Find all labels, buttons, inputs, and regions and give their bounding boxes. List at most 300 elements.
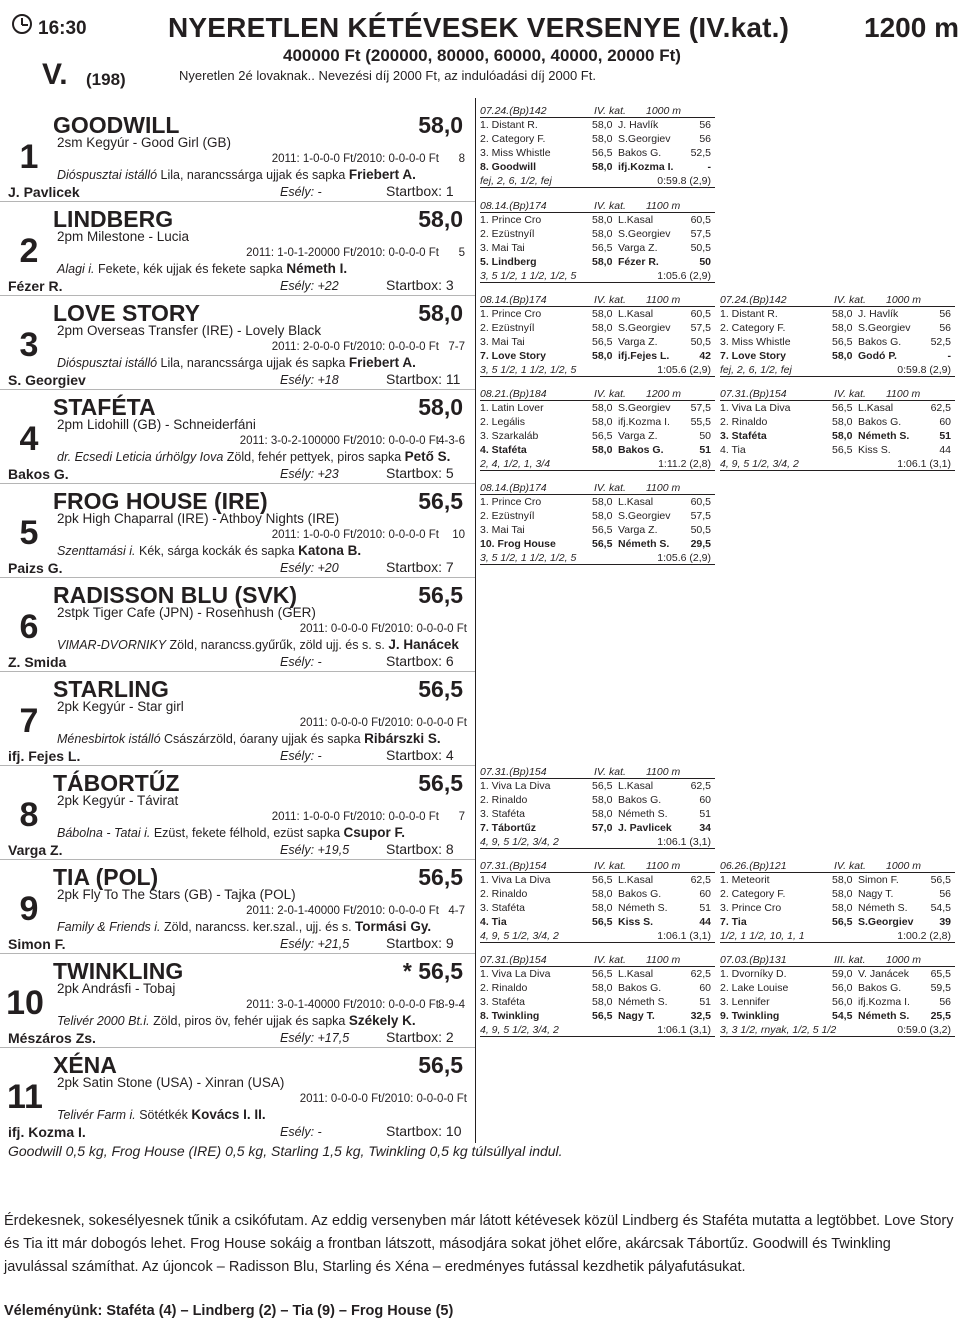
race-margins: 3, 5 1/2, 1 1/2, 1/2, 5 [480,552,577,564]
horse-chance: Esély: +22 [280,279,339,293]
past-race-footer [720,1023,955,1037]
result-jockey: Kiss S. [618,916,654,928]
result-weight: 59,0 [832,968,853,980]
horse-name: LOVE STORY [53,300,200,326]
horse-startbox: Startbox: 11 [386,371,461,387]
horse-startbox: Startbox: 3 [386,277,454,293]
result-jockey: Németh S. [618,808,668,820]
result-jockey: Németh S. [618,996,668,1008]
trainer-name: Ribárszki S. [364,731,441,746]
result-weight: 56,0 [832,982,853,994]
past-race-result [480,807,715,821]
horse-chance: Esély: - [280,655,322,669]
race-category: IV. kat. [594,860,626,872]
past-race-header [480,104,715,118]
result-jockey: J. Havlík [858,308,899,320]
horse-pedigree: 2pk Kegyúr - Star girl [57,699,184,714]
past-race-result [480,537,715,551]
result-weight: 58,0 [592,119,613,131]
result-weight: 56,5 [592,1010,613,1022]
past-race-footer [720,457,955,471]
result-jockey: Németh S. [618,902,668,914]
result-weight: 58,0 [832,874,853,886]
result-jockey: V. Janácek [858,968,909,980]
trainer-name: Székely K. [348,1013,416,1028]
race-margins: 4, 9, 5 1/2, 3/4, 2 [480,930,559,942]
result-rating: 60 [939,416,951,428]
past-race-box [480,859,715,943]
race-date: 08.14.(Bp)174 [480,294,547,306]
horse-entry [0,860,475,953]
result-weight: 56,5 [832,402,853,414]
result-weight: 58,0 [592,902,613,914]
race-length: 1000 m [886,860,922,872]
result-weight: 56,5 [832,336,853,348]
result-jockey: S.Georgiev [618,133,671,145]
race-time-result: 0:59.8 (2,9) [897,364,951,376]
owner-name: Szenttamási i. [57,544,136,558]
result-rating: 39 [939,916,951,928]
result-horse: 1. Viva La Diva [480,968,551,980]
result-weight: 58,0 [592,308,613,320]
result-rating: 60 [699,888,711,900]
result-rating: 56 [939,322,951,334]
result-jockey: Bakos G. [618,147,662,159]
trainer-name: Friebert A. [348,167,416,182]
result-jockey: Godó P. [858,350,897,362]
race-distance: 1200 m [864,12,959,43]
horse-weight: 58,0 [418,112,463,138]
result-jockey: Bakos G. [618,888,662,900]
past-race-result [720,887,955,901]
past-race-box [480,765,715,849]
result-rating: 54,5 [930,902,951,914]
race-title: NYERETLEN KÉTÉVESEK VERSENYE (IV.kat.) [168,12,790,43]
result-weight: 58,0 [592,982,613,994]
past-race-result [480,443,715,457]
horse-earnings: 2011: 0-0-0-0 Ft/2010: 0-0-0-0 Ft [299,717,467,729]
result-horse: 7. Tia [720,916,747,928]
result-weight: 58,0 [832,322,853,334]
race-length: 1100 m [646,482,681,494]
race-length: 1000 m [646,105,682,117]
result-horse: 7. Love Story [720,350,786,362]
owner-colors: Császárzöld, óarany ujjak és sapka [164,732,361,746]
race-time-result: 0:59.8 (2,9) [657,175,711,187]
horse-entry [0,578,475,671]
result-rating: 51 [699,902,711,914]
horse-startbox: Startbox: 4 [386,747,454,763]
past-race-result [720,995,955,1009]
race-margins: 4, 9, 5 1/2, 3/4, 2 [480,836,559,848]
result-jockey: Németh S. [858,430,910,442]
past-race-result [480,779,715,793]
past-race-header [480,481,715,495]
race-margins: fej, 2, 6, 1/2, fej [480,175,552,187]
past-race-box [720,953,955,1037]
owner-name: Alagi i. [57,262,95,276]
result-rating: 65,5 [930,968,951,980]
result-weight: 58,0 [832,888,853,900]
horse-entry [0,766,475,859]
result-horse: 3. Mai Tai [480,242,525,254]
past-race-box [480,387,715,471]
owner-name: Bábolna - Tatai i. [57,826,151,840]
result-horse: 2. Rinaldo [720,416,768,428]
race-time-result: 1:06.1 (3,1) [657,1024,711,1036]
result-weight: 57,0 [592,822,613,834]
past-race-result [720,401,955,415]
result-weight: 58,0 [592,402,613,414]
race-date: 07.03.(Bp)131 [720,954,787,966]
result-rating: 60,5 [690,308,711,320]
result-jockey: Varga Z. [618,242,658,254]
race-date: 08.14.(Bp)174 [480,482,547,494]
jockey-name: Mészáros Zs. [8,1030,96,1046]
result-rating: 51 [939,430,951,442]
horse-earnings: 2011: 0-0-0-0 Ft/2010: 0-0-0-0 Ft [299,1093,467,1105]
result-weight: 56,5 [592,524,613,536]
result-rating: 56,5 [930,874,951,886]
horse-owner [57,355,416,370]
past-race-result [720,321,955,335]
result-jockey: Nagy T. [858,888,894,900]
result-horse: 4. Tia [720,444,746,456]
race-count: (198) [86,70,126,89]
result-rating: 60 [699,794,711,806]
owner-name: Family & Friends i. [57,920,161,934]
past-race-header [480,199,715,213]
horse-earnings: 2011: 2-0-1-40000 Ft/2010: 0-0-0-0 Ft [246,905,439,917]
horse-chance: Esély: +23 [280,467,339,481]
horse-number: 11 [7,1078,43,1116]
result-rating: 62,5 [690,874,711,886]
result-horse: 3. Szarkaláb [480,430,539,442]
race-time-result: 1:06.1 (3,1) [657,836,711,848]
past-race-result [480,241,715,255]
horse-owner [57,637,459,652]
past-race-footer [480,174,715,188]
past-race-result [480,349,715,363]
horse-chance: Esély: +17,5 [280,1031,350,1045]
race-length: 1000 m [886,294,922,306]
past-race-result [720,967,955,981]
result-horse: 10. Frog House [480,538,556,550]
result-rating: 55,5 [690,416,711,428]
result-rating: 25,5 [930,1010,951,1022]
past-race-result [480,967,715,981]
past-race-result [480,227,715,241]
owner-colors: Zöld, narancss. ker.szal., ujj. és s. [163,920,352,934]
past-race-result [720,349,955,363]
past-race-header [480,387,715,401]
result-horse: 4. Tia [480,916,507,928]
owner-name: Dióspusztai istálló [57,356,158,370]
owner-name: VIMAR-DVORNIKY [57,638,167,652]
result-horse: 1. Prince Cro [480,496,542,508]
result-weight: 58,0 [832,350,853,362]
horse-number: 2 [19,232,39,270]
jockey-name: ifj. Fejes L. [8,748,81,764]
result-horse: 8. Goodwill [480,161,537,173]
owner-colors: Zöld, fehér pettyek, piros sapka [226,450,402,464]
result-rating: 51 [699,808,711,820]
past-race-result [480,1009,715,1023]
result-rating: 32,5 [690,1010,711,1022]
result-weight: 58,0 [592,256,613,268]
past-race-box [480,199,715,283]
horse-owner [57,449,450,464]
result-weight: 56,5 [592,968,613,980]
result-rating: 44 [699,916,711,928]
result-horse: 2. Ezüstnyíl [480,322,535,334]
jockey-name: Simon F. [8,936,66,952]
horse-form: 5 [458,247,465,259]
horse-earnings: 2011: 0-0-0-0 Ft/2010: 0-0-0-0 Ft [299,623,467,635]
result-horse: 3. Staféta [480,808,525,820]
result-weight: 54,5 [832,1010,853,1022]
horse-startbox: Startbox: 9 [386,935,454,951]
past-race-box [480,104,715,188]
result-weight: 56,5 [592,430,613,442]
horse-name: TÁBORTŰZ [53,770,180,796]
past-race-header [480,859,715,873]
horse-earnings: 2011: 1-0-0-0 Ft/2010: 0-0-0-0 Ft [271,153,439,165]
race-margins: 4, 9, 5 1/2, 3/4, 2 [720,458,799,470]
result-horse: 1. Distant R. [480,119,538,131]
jockey-name: Varga Z. [8,842,63,858]
owner-name: Dióspusztai istálló [57,168,158,182]
past-race-footer [480,363,715,377]
result-horse: 7. Tábortűz [480,822,537,834]
past-race-result [720,873,955,887]
horse-number: 8 [19,796,39,834]
horse-entry [0,672,475,765]
past-race-result [480,915,715,929]
horse-owner [57,167,416,182]
race-length: 1100 m [646,200,681,212]
result-weight: 56,5 [592,780,613,792]
result-rating: 60,5 [690,496,711,508]
result-weight: 58,0 [832,430,853,442]
result-horse: 2. Rinaldo [480,794,528,806]
horse-form: 7 [458,811,465,823]
result-rating: 57,5 [690,322,711,334]
horse-startbox: Startbox: 10 [386,1123,462,1139]
owner-colors: Lila, narancssárga ujjak és sapka [160,168,346,182]
result-jockey: Varga Z. [618,430,658,442]
result-weight: 58,0 [592,133,613,145]
owner-name: dr. Ecsedi Leticia úrhölgy Iova [57,450,224,464]
result-rating: - [947,350,951,362]
past-race-header [480,765,715,779]
result-horse: 3. Staféta [720,430,767,442]
race-category: III. kat. [834,954,866,966]
race-category: IV. kat. [834,294,866,306]
horse-number: 6 [19,608,39,646]
verdict: Véleményünk: Staféta (4) – Lindberg (2) – Tia (9) – Frog House (5) [4,1303,454,1319]
race-date: 07.24.(Bp)142 [720,294,787,306]
past-race-result [720,335,955,349]
result-jockey: Fézer R. [618,256,659,268]
result-rating: 50,5 [690,242,711,254]
owner-name: Telivér 2000 Bt.i. [57,1014,150,1028]
past-race-result [720,981,955,995]
horse-weight: 58,0 [418,206,463,232]
horse-name: TWINKLING [53,958,184,984]
horse-entry [0,108,475,201]
horse-number: 9 [19,890,39,928]
past-race-footer [480,929,715,943]
horse-number: 10 [6,984,44,1022]
past-race-result [720,1009,955,1023]
result-rating: - [707,161,711,173]
race-category: IV. kat. [594,105,626,117]
horse-weight: 58,0 [418,394,463,420]
past-race-header [720,953,955,967]
past-race-footer [480,1023,715,1037]
horse-pedigree: 2pm Lidohill (GB) - Schneiderfáni [57,417,256,432]
result-rating: 56 [699,119,711,131]
result-weight: 58,0 [592,510,613,522]
result-jockey: Bakos G. [618,794,662,806]
race-date: 08.21.(Bp)184 [480,388,547,400]
past-race-result [480,335,715,349]
race-date: 07.31.(Bp)154 [480,860,547,872]
past-race-box [480,293,715,377]
clock-icon [12,14,32,34]
horse-earnings: 2011: 2-0-0-0 Ft/2010: 0-0-0-0 Ft [271,341,439,353]
past-race-result [480,995,715,1009]
horse-owner [57,731,441,746]
owner-colors: Lila, narancssárga ujjak és sapka [160,356,346,370]
owner-colors: Sötétkék [139,1108,188,1122]
result-horse: 1. Distant R. [720,308,778,320]
result-jockey: S.Georgiev [618,322,671,334]
result-jockey: Varga Z. [618,336,658,348]
horse-owner [57,261,347,276]
result-rating: 34 [699,822,711,834]
past-race-result [480,509,715,523]
past-race-result [480,495,715,509]
past-race-header [720,859,955,873]
result-jockey: Bakos G. [858,982,902,994]
trainer-name: J. Hanácek [388,637,459,652]
horse-name: STARLING [53,676,169,702]
horse-chance: Esély: +19,5 [280,843,350,857]
race-margins: 3, 3 1/2, rnyak, 1/2, 5 1/2 [720,1024,837,1036]
trainer-name: Csupor F. [343,825,406,840]
race-margins: 3, 5 1/2, 1 1/2, 1/2, 5 [480,270,577,282]
race-time-result: 1:00.2 (2,8) [897,930,951,942]
result-jockey: L.Kasal [618,308,654,320]
result-horse: 1. Viva La Diva [720,402,791,414]
horse-name: STAFÉTA [53,394,156,420]
result-horse: 3. Staféta [480,996,525,1008]
past-race-header [480,293,715,307]
result-horse: 2. Legális [480,416,525,428]
jockey-name: Z. Smida [8,654,67,670]
horse-pedigree: 2pk Kegyúr - Távirat [57,793,179,808]
horse-name: XÉNA [53,1052,117,1078]
owner-colors: Zöld, piros öv, fehér ujjak és sapka [153,1014,346,1028]
result-horse: 2. Category F. [720,888,786,900]
result-rating: 59,5 [930,982,951,994]
jockey-name: Bakos G. [8,466,69,482]
jockey-name: S. Georgiev [8,372,86,388]
past-race-result [480,415,715,429]
race-category: IV. kat. [594,954,626,966]
result-weight: 58,0 [592,444,613,456]
horse-startbox: Startbox: 1 [386,183,454,199]
result-weight: 56,5 [592,336,613,348]
past-race-footer [480,835,715,849]
horse-entry [0,1048,475,1141]
result-rating: 52,5 [690,147,711,159]
horse-entry [0,202,475,295]
horse-weight: 58,0 [418,300,463,326]
race-length: 1100 m [646,294,681,306]
race-category: IV. kat. [594,294,626,306]
horse-chance: Esély: - [280,185,322,199]
race-date: 08.14.(Bp)174 [480,200,547,212]
result-horse: 2. Category F. [480,133,546,145]
horse-weight: 56,5 [418,1052,463,1078]
horse-form: 7-7 [448,341,465,353]
horse-entry [0,296,475,389]
result-jockey: S.Georgiev [858,916,914,928]
race-category: IV. kat. [594,388,626,400]
result-horse: 3. Miss Whistle [720,336,791,348]
horse-entry [0,390,475,483]
horse-earnings: 2011: 1-0-0-0 Ft/2010: 0-0-0-0 Ft [271,811,439,823]
horse-entry [0,954,475,1047]
result-rating: 52,5 [930,336,951,348]
result-rating: 62,5 [930,402,951,414]
past-race-result [480,523,715,537]
past-race-footer [720,929,955,943]
past-race-result [480,981,715,995]
race-category: IV. kat. [834,860,866,872]
result-jockey: S.Georgiev [618,510,671,522]
race-length: 1100 m [646,766,681,778]
jockey-name: J. Pavlicek [8,184,80,200]
result-horse: 9. Twinkling [720,1010,780,1022]
result-rating: 50,5 [690,336,711,348]
result-weight: 56,5 [592,242,613,254]
result-jockey: L.Kasal [618,968,654,980]
past-race-result [720,307,955,321]
result-weight: 58,0 [592,888,613,900]
past-race-box [720,859,955,943]
result-horse: 1. Dvorníky D. [720,968,787,980]
race-date: 07.31.(Bp)154 [720,388,787,400]
horse-pedigree: 2pm Milestone - Lucia [57,229,190,244]
horse-name: FROG HOUSE (IRE) [53,488,268,514]
result-jockey: J. Pavlicek [618,822,672,834]
horse-weight: 56,5 [418,582,463,608]
result-horse: 3. Staféta [480,902,525,914]
result-jockey: Németh S. [618,538,670,550]
race-time-result: 0:59.0 (3,2) [897,1024,951,1036]
result-rating: 57,5 [690,228,711,240]
result-horse: 3. Lennifer [720,996,770,1008]
race-letter: V. [42,58,68,91]
result-weight: 58,0 [592,496,613,508]
result-jockey: Simon F. [858,874,899,886]
horse-pedigree: 2pk Andrásfi - Tobaj [57,981,176,996]
race-date: 06.26.(Bp)121 [720,860,787,872]
